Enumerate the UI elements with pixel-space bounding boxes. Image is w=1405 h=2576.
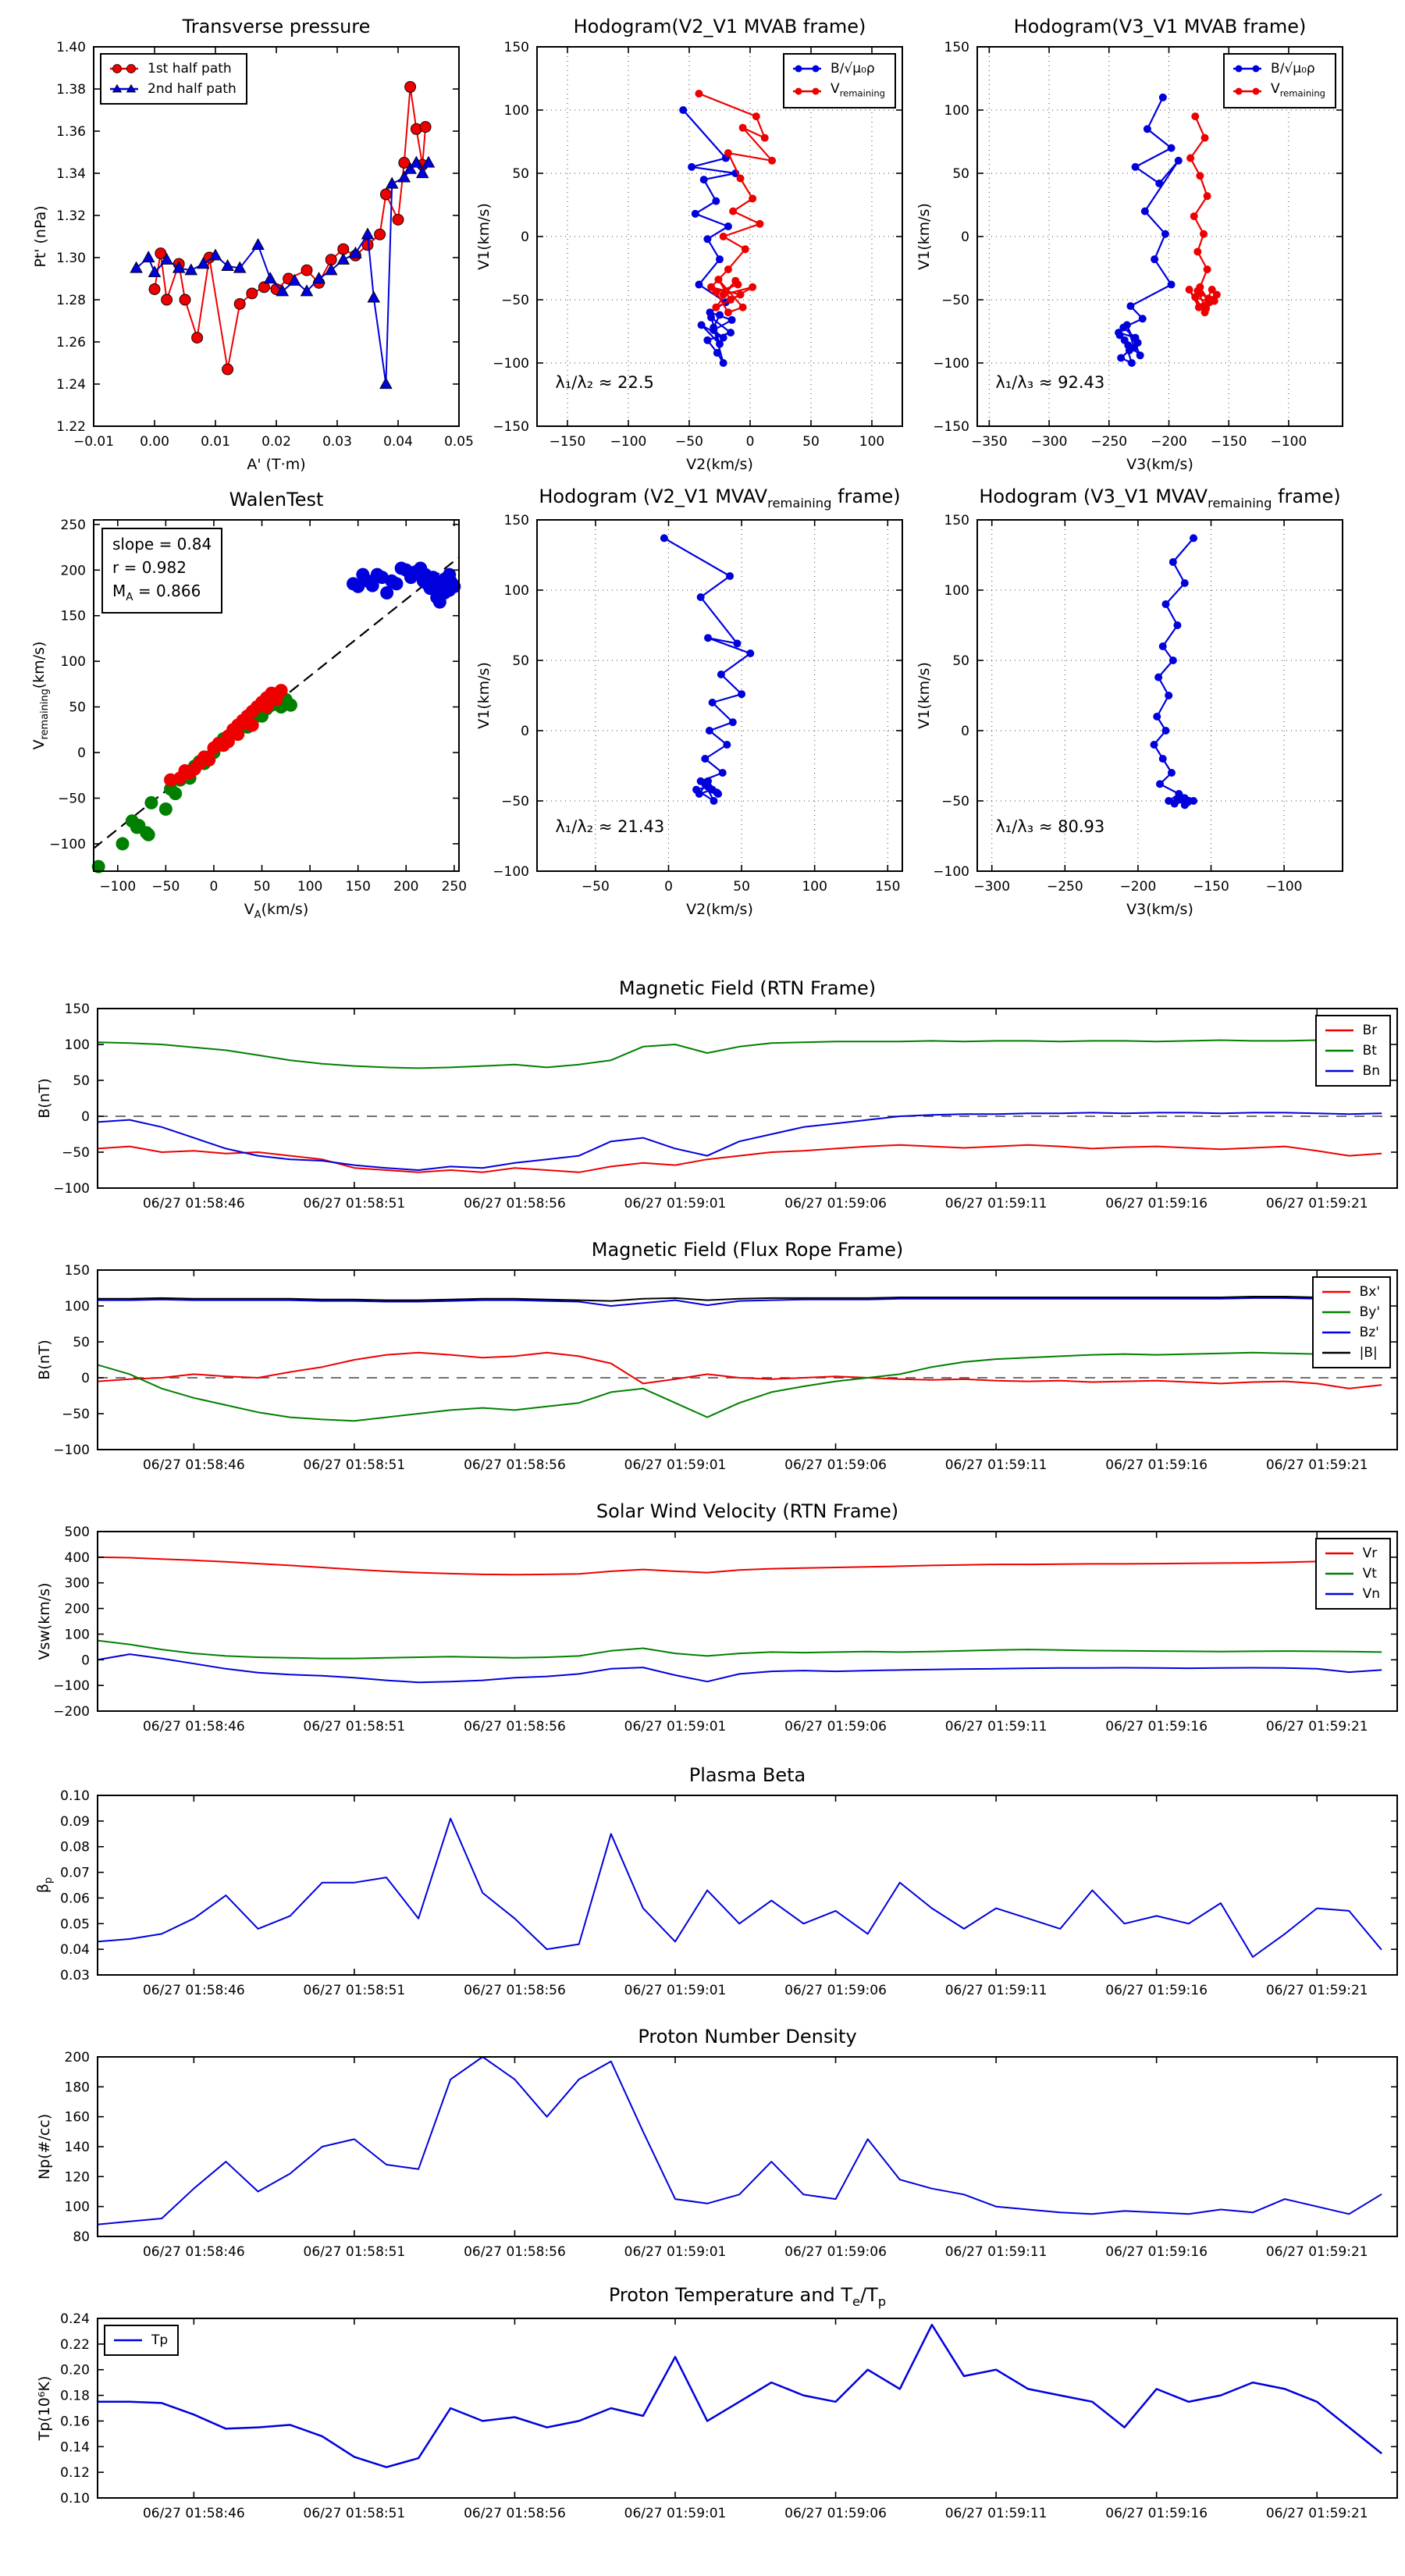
- legend-sample-icon: [1323, 1044, 1356, 1057]
- x-tick-label: 06/27 01:59:01: [624, 1983, 727, 1998]
- x-tick-label: 06/27 01:59:06: [784, 1719, 887, 1735]
- x-tick-label: 06/27 01:59:11: [944, 2506, 1048, 2521]
- y-tick-label: 150: [64, 1002, 90, 1017]
- stats-line: $M_A = 0.866$: [112, 582, 201, 603]
- y-tick-label: −150: [933, 419, 969, 435]
- y-tick-label: 50: [73, 1073, 90, 1089]
- y-tick-label: 150: [944, 513, 969, 528]
- y-tick-label: −100: [933, 864, 969, 880]
- legend-item: [1323, 1564, 1380, 1584]
- x-tick-label: −300: [973, 879, 1011, 895]
- legend-sample-icon: [108, 83, 140, 95]
- y-tick-label: 100: [944, 103, 969, 119]
- y-tick-label: 100: [60, 654, 86, 671]
- legend-box: [1223, 53, 1336, 109]
- y-tick-label: 150: [64, 1263, 90, 1279]
- x-tick-label: 06/27 01:59:01: [624, 2244, 727, 2260]
- x-tick-label: 06/27 01:59:21: [1265, 2506, 1368, 2521]
- legend-box: [100, 53, 247, 105]
- legend-sample-icon: [791, 62, 823, 75]
- stats-line: r = 0.982: [112, 558, 187, 577]
- y-tick-label: 0: [961, 724, 969, 739]
- x-tick-label: 06/27 01:59:16: [1105, 1457, 1208, 1473]
- x-tick-label: 150: [345, 879, 371, 895]
- legend-item: [1231, 79, 1325, 103]
- solar-wind-velocity-plot: [53, 1525, 1397, 1735]
- legend-label: $V_{remaining}$: [1271, 81, 1325, 99]
- x-tick-label: 06/27 01:58:46: [142, 1719, 245, 1735]
- x-tick-label: 06/27 01:58:46: [142, 1196, 245, 1212]
- y-tick-label: −200: [53, 1704, 90, 1720]
- hodogram-v2v1-mvab-panel: [475, 16, 902, 473]
- lambda-annotation: λ₁/λ₃ ≈ 80.93: [995, 817, 1105, 836]
- y-tick-label: 0.18: [60, 2388, 90, 2404]
- y-tick-label: −100: [493, 356, 529, 372]
- y-tick-label: 150: [944, 40, 969, 55]
- y-tick-label: 100: [64, 1627, 90, 1643]
- x-tick-label: 06/27 01:58:51: [303, 1983, 406, 1998]
- x-tick-label: −100: [99, 879, 137, 895]
- x-tick-label: 50: [733, 879, 750, 895]
- legend-label: B/√μ₀ρ: [1271, 61, 1315, 76]
- y-tick-label: 1.34: [56, 166, 86, 182]
- legend-item: [1320, 1302, 1380, 1322]
- chart-title: Transverse pressure: [182, 16, 371, 37]
- x-axis-label: V2(km/s): [686, 456, 753, 473]
- legend-label: Bt: [1362, 1043, 1377, 1059]
- y-tick-label: 100: [64, 2199, 90, 2215]
- solar-wind-velocity-panel: [36, 1500, 1397, 1735]
- proton-temperature-plot: [60, 2311, 1397, 2521]
- y-tick-label: 0.09: [60, 1813, 90, 1830]
- legend-label: 1st half path: [148, 61, 232, 76]
- x-axis-label: V3(km/s): [1126, 901, 1193, 918]
- y-tick-label: −50: [501, 293, 529, 308]
- x-tick-label: 06/27 01:58:56: [464, 1457, 566, 1473]
- y-tick-label: 1.22: [56, 419, 86, 435]
- plasma-beta-panel: [34, 1764, 1397, 1998]
- legend-item: [1323, 1543, 1380, 1564]
- legend-label: Vr: [1362, 1546, 1378, 1561]
- y-tick-label: 100: [503, 103, 529, 119]
- y-tick-label: 0.03: [60, 1968, 90, 1984]
- y-tick-label: 140: [64, 2140, 90, 2155]
- x-tick-label: −150: [1193, 879, 1229, 895]
- chart-title: Proton Number Density: [638, 2026, 857, 2048]
- lambda-annotation: λ₁/λ₂ ≈ 21.43: [555, 817, 665, 836]
- x-tick-label: 06/27 01:59:16: [1105, 2244, 1208, 2260]
- x-tick-label: 50: [802, 434, 820, 450]
- magnetic-field-rtn-panel: [36, 977, 1397, 1212]
- y-tick-label: 160: [64, 2109, 90, 2126]
- y-tick-label: 120: [64, 2169, 90, 2186]
- y-tick-label: −100: [53, 1181, 90, 1197]
- legend-label: B/√μ₀ρ: [831, 61, 875, 76]
- x-tick-label: 06/27 01:59:11: [944, 1196, 1048, 1212]
- magnetic-field-flux-rope-panel: [36, 1239, 1397, 1473]
- legend-label: Bz': [1359, 1325, 1379, 1340]
- legend-label: Tp: [151, 2332, 169, 2348]
- x-tick-label: 0.04: [383, 434, 413, 450]
- y-tick-label: 100: [503, 583, 529, 599]
- y-tick-label: 0.07: [60, 1865, 90, 1881]
- x-tick-label: −350: [970, 434, 1008, 450]
- x-tick-label: 06/27 01:58:51: [303, 2506, 406, 2521]
- y-tick-label: −50: [501, 794, 529, 809]
- x-tick-label: 06/27 01:59:01: [624, 1457, 727, 1473]
- y-tick-label: 0: [521, 229, 529, 245]
- x-tick-label: 100: [802, 879, 827, 895]
- legend-item: [1320, 1343, 1380, 1363]
- transverse-pressure-panel: [32, 16, 474, 473]
- chart-title: Solar Wind Velocity (RTN Frame): [596, 1500, 899, 1522]
- x-tick-label: 06/27 01:58:46: [142, 2506, 245, 2521]
- x-axis-label: $V_A(km/s)$: [244, 901, 309, 921]
- x-tick-label: 06/27 01:58:51: [303, 2244, 406, 2260]
- y-tick-label: 0: [961, 229, 969, 245]
- legend-label: $V_{remaining}$: [831, 81, 885, 99]
- x-tick-label: 06/27 01:59:21: [1265, 2244, 1368, 2260]
- y-axis-label: Tp(10⁶K): [36, 2375, 53, 2441]
- x-tick-label: −200: [1119, 879, 1157, 895]
- y-tick-label: 180: [64, 2080, 90, 2096]
- legend-item: [791, 79, 885, 103]
- legend-label: Vt: [1362, 1566, 1377, 1582]
- x-tick-label: 06/27 01:58:56: [464, 2244, 566, 2260]
- x-tick-label: 0.03: [322, 434, 352, 450]
- x-tick-label: −200: [1151, 434, 1187, 450]
- x-tick-label: 0: [209, 879, 219, 895]
- y-axis-label: $V_{remaining}(km/s)$: [30, 641, 51, 750]
- legend-label: Br: [1362, 1023, 1378, 1038]
- stats-line: slope = 0.84: [112, 535, 212, 553]
- x-tick-label: 06/27 01:59:11: [944, 2244, 1048, 2260]
- x-tick-label: 06/27 01:59:11: [944, 1457, 1048, 1473]
- x-tick-label: 06/27 01:59:11: [944, 1983, 1048, 1998]
- y-tick-label: 0: [81, 1109, 90, 1125]
- y-tick-label: 300: [64, 1575, 90, 1592]
- y-tick-label: 50: [952, 166, 969, 182]
- y-tick-label: 50: [512, 653, 529, 669]
- y-tick-label: 0.22: [60, 2336, 90, 2353]
- y-tick-label: −100: [493, 864, 529, 880]
- walen-stats-box: [101, 528, 222, 614]
- x-tick-label: 06/27 01:58:56: [464, 1983, 566, 1998]
- legend-item: [1323, 1061, 1380, 1081]
- chart-title: Magnetic Field (Flux Rope Frame): [591, 1239, 904, 1261]
- y-tick-label: 1.32: [56, 208, 86, 224]
- y-tick-label: 250: [60, 517, 86, 533]
- x-tick-label: −50: [151, 879, 180, 895]
- x-tick-label: 0.02: [261, 434, 291, 450]
- y-tick-label: 200: [64, 1601, 90, 1617]
- legend-label: 2nd half path: [148, 81, 237, 97]
- legend-sample-icon: [1231, 85, 1264, 98]
- chart-title: Plasma Beta: [688, 1764, 806, 1786]
- legend-box: [1315, 1015, 1391, 1087]
- y-axis-label: Pt' (nPa): [32, 205, 49, 268]
- legend-item: [1323, 1020, 1380, 1041]
- legend-label: By': [1359, 1304, 1380, 1320]
- x-tick-label: 06/27 01:58:51: [303, 1719, 406, 1735]
- x-tick-label: −150: [549, 434, 586, 450]
- legend-sample-icon: [1323, 1567, 1356, 1580]
- legend-sample-icon: [1323, 1547, 1356, 1560]
- chart-title: Magnetic Field (RTN Frame): [618, 977, 877, 999]
- x-tick-label: −250: [1090, 434, 1128, 450]
- y-tick-label: 400: [64, 1550, 90, 1566]
- y-tick-label: 0.05: [60, 1916, 90, 1933]
- x-tick-label: 06/27 01:59:16: [1105, 1719, 1208, 1735]
- proton-temperature-panel: [36, 2284, 1397, 2521]
- y-tick-label: 200: [64, 2050, 90, 2065]
- plasma-beta-plot: [60, 1788, 1397, 1998]
- x-tick-label: 06/27 01:59:01: [624, 2506, 727, 2521]
- hodogram-v2v1-mvav-panel: [475, 486, 902, 918]
- y-tick-label: −50: [62, 1407, 90, 1422]
- hodogram-v3v1-mvab-panel: [916, 16, 1343, 473]
- chart-title: Proton Temperature and $T_e/T_p$: [608, 2284, 887, 2309]
- y-tick-label: 0.10: [60, 1788, 90, 1804]
- x-tick-label: −150: [1210, 434, 1247, 450]
- x-tick-label: 06/27 01:58:56: [464, 1196, 566, 1212]
- legend-item: [108, 59, 237, 79]
- y-tick-label: −50: [941, 293, 969, 308]
- x-axis-label: V2(km/s): [686, 901, 753, 918]
- legend-item: [112, 2330, 168, 2350]
- y-tick-label: 50: [73, 1335, 90, 1350]
- legend-sample-icon: [1323, 1065, 1356, 1077]
- x-tick-label: 06/27 01:59:06: [784, 1196, 887, 1212]
- y-tick-label: 150: [503, 40, 529, 55]
- legend-label: Bx': [1359, 1284, 1380, 1300]
- x-tick-label: 100: [859, 434, 885, 450]
- y-tick-label: 1.36: [56, 124, 86, 140]
- y-axis-label: $\beta_p$: [34, 1877, 55, 1894]
- y-tick-label: 1.38: [56, 82, 86, 98]
- y-tick-label: 150: [503, 513, 529, 528]
- y-tick-label: 0: [77, 745, 86, 762]
- y-tick-label: −50: [58, 791, 86, 807]
- y-tick-label: 50: [952, 653, 969, 669]
- x-tick-label: 06/27 01:59:16: [1105, 1196, 1208, 1212]
- x-tick-label: 06/27 01:59:06: [784, 2244, 887, 2260]
- walen-test-panel: [30, 489, 468, 921]
- lambda-annotation: λ₁/λ₂ ≈ 22.5: [555, 373, 654, 393]
- x-tick-label: 06/27 01:58:46: [142, 1457, 245, 1473]
- y-tick-label: 0.24: [60, 2311, 90, 2327]
- legend-sample-icon: [1231, 62, 1264, 75]
- y-tick-label: 1.26: [56, 335, 86, 350]
- y-tick-label: 50: [512, 166, 529, 182]
- y-tick-label: 500: [64, 1525, 90, 1540]
- y-tick-label: 100: [64, 1299, 90, 1315]
- y-axis-label: B(nT): [36, 1340, 53, 1380]
- y-axis-label: V1(km/s): [916, 662, 933, 729]
- x-tick-label: −300: [1030, 434, 1068, 450]
- y-tick-label: 100: [64, 1037, 90, 1053]
- y-tick-label: −50: [941, 794, 969, 809]
- legend-label: Vn: [1362, 1586, 1380, 1602]
- x-tick-label: 0.01: [201, 434, 230, 450]
- x-tick-label: 06/27 01:59:06: [784, 1457, 887, 1473]
- x-tick-label: 100: [297, 879, 323, 895]
- x-tick-label: 0.05: [444, 434, 474, 450]
- y-tick-label: 1.40: [56, 40, 86, 55]
- proton-number-density-panel: [36, 2026, 1397, 2260]
- legend-item: [791, 59, 885, 79]
- y-tick-label: 0.16: [60, 2414, 90, 2430]
- legend-sample-icon: [1323, 1024, 1356, 1037]
- y-tick-label: 0.10: [60, 2491, 90, 2507]
- x-tick-label: 06/27 01:59:21: [1265, 1983, 1368, 1998]
- x-tick-label: 06/27 01:59:01: [624, 1196, 727, 1212]
- y-tick-label: −50: [62, 1145, 90, 1161]
- legend-item: [1323, 1584, 1380, 1604]
- x-tick-label: 06/27 01:59:16: [1105, 2506, 1208, 2521]
- y-axis-label: Np(#/cc): [36, 2113, 53, 2180]
- chart-title: Hodogram (V3_V1 $MVAV_{remaining}$ frame): [979, 486, 1341, 511]
- x-tick-label: 06/27 01:58:56: [464, 1719, 566, 1735]
- y-tick-label: 1.28: [56, 293, 86, 308]
- legend-item: [1231, 59, 1325, 79]
- legend-item: [108, 79, 237, 99]
- x-tick-label: 06/27 01:59:06: [784, 1983, 887, 1998]
- legend-sample-icon: [1320, 1286, 1353, 1298]
- y-tick-label: 0: [521, 724, 529, 739]
- x-axis-label: V3(km/s): [1126, 456, 1193, 473]
- legend-sample-icon: [1320, 1326, 1353, 1339]
- x-tick-label: 06/27 01:59:21: [1265, 1196, 1368, 1212]
- y-tick-label: 0.14: [60, 2439, 90, 2456]
- y-tick-label: 150: [60, 608, 86, 624]
- y-tick-label: −100: [53, 1678, 90, 1695]
- x-tick-label: 50: [253, 879, 271, 895]
- x-tick-label: −100: [610, 434, 647, 450]
- x-tick-label: 06/27 01:58:46: [142, 1983, 245, 1998]
- x-tick-label: 06/27 01:59:21: [1265, 1457, 1368, 1473]
- x-tick-label: 0: [664, 879, 673, 895]
- y-axis-label: V1(km/s): [475, 203, 493, 270]
- x-tick-label: 0: [745, 434, 755, 450]
- legend-box: [104, 2325, 179, 2356]
- legend-sample-icon: [1320, 1347, 1353, 1359]
- magnetic-field-flux-rope-plot: [53, 1263, 1397, 1473]
- x-tick-label: −50: [675, 434, 703, 450]
- chart-title: Hodogram(V3_V1 MVAB frame): [1013, 16, 1307, 37]
- lambda-annotation: λ₁/λ₃ ≈ 92.43: [995, 373, 1105, 393]
- hodogram-v3v1-mvav-panel: [916, 486, 1343, 918]
- x-tick-label: 06/27 01:58:51: [303, 1196, 406, 1212]
- y-tick-label: 200: [60, 563, 86, 579]
- x-tick-label: 250: [441, 879, 468, 895]
- y-tick-label: 1.30: [56, 251, 86, 266]
- y-tick-label: 0: [81, 1653, 90, 1669]
- x-tick-label: 06/27 01:59:21: [1265, 1719, 1368, 1735]
- x-tick-label: 06/27 01:59:16: [1105, 1983, 1208, 1998]
- legend-item: [1323, 1041, 1380, 1061]
- y-tick-label: 0.08: [60, 1839, 90, 1856]
- x-tick-label: 06/27 01:58:46: [142, 2244, 245, 2260]
- x-tick-label: −100: [1270, 434, 1307, 450]
- legend-box: [783, 53, 896, 109]
- chart-title: WalenTest: [229, 489, 324, 511]
- x-tick-label: 06/27 01:59:01: [624, 1719, 727, 1735]
- x-tick-label: 06/27 01:59:06: [784, 2506, 887, 2521]
- y-tick-label: 50: [69, 699, 86, 716]
- y-tick-label: 0.20: [60, 2362, 90, 2379]
- legend-box: [1312, 1276, 1391, 1368]
- x-tick-label: 0.00: [140, 434, 169, 450]
- x-tick-label: 06/27 01:58:51: [303, 1457, 406, 1473]
- x-tick-label: −100: [1265, 879, 1303, 895]
- y-tick-label: 1.24: [56, 377, 86, 393]
- y-axis-label: V1(km/s): [916, 203, 933, 270]
- legend-sample-icon: [791, 85, 823, 98]
- proton-number-density-plot: [64, 2050, 1397, 2260]
- y-tick-label: −150: [493, 419, 529, 435]
- legend-item: [1320, 1282, 1380, 1302]
- y-tick-label: −100: [933, 356, 969, 372]
- y-tick-label: −100: [49, 836, 86, 852]
- legend-label: |B|: [1359, 1345, 1378, 1361]
- legend-sample-icon: [108, 62, 140, 75]
- x-tick-label: 06/27 01:59:11: [944, 1719, 1048, 1735]
- x-axis-label: A' (T·m): [247, 456, 306, 473]
- magnetic-field-rtn-plot: [53, 1002, 1397, 1212]
- y-tick-label: −100: [53, 1443, 90, 1458]
- chart-title: Hodogram(V2_V1 MVAB frame): [573, 16, 866, 37]
- legend-label: Bn: [1362, 1063, 1380, 1079]
- y-tick-label: 0: [81, 1371, 90, 1386]
- legend-sample-icon: [1323, 1588, 1356, 1600]
- y-axis-label: B(nT): [36, 1078, 53, 1119]
- x-tick-label: −50: [581, 879, 610, 895]
- x-tick-label: −0.01: [73, 434, 115, 450]
- y-tick-label: 100: [944, 583, 969, 599]
- chart-title: Hodogram (V2_V1 $MVAV_{remaining}$ frame): [539, 486, 901, 511]
- x-tick-label: 200: [393, 879, 419, 895]
- y-tick-label: 0.12: [60, 2465, 90, 2482]
- y-axis-label: Vsw(km/s): [36, 1582, 53, 1660]
- x-tick-label: 150: [875, 879, 901, 895]
- y-axis-label: V1(km/s): [475, 662, 493, 729]
- legend-sample-icon: [112, 2334, 144, 2347]
- y-tick-label: 0.06: [60, 1891, 90, 1907]
- y-tick-label: 80: [73, 2229, 90, 2245]
- y-tick-label: 0.04: [60, 1942, 90, 1959]
- legend-box: [1315, 1538, 1391, 1610]
- legend-item: [1320, 1322, 1380, 1343]
- legend-sample-icon: [1320, 1306, 1353, 1318]
- x-tick-label: −250: [1046, 879, 1083, 895]
- x-tick-label: 06/27 01:58:56: [464, 2506, 566, 2521]
